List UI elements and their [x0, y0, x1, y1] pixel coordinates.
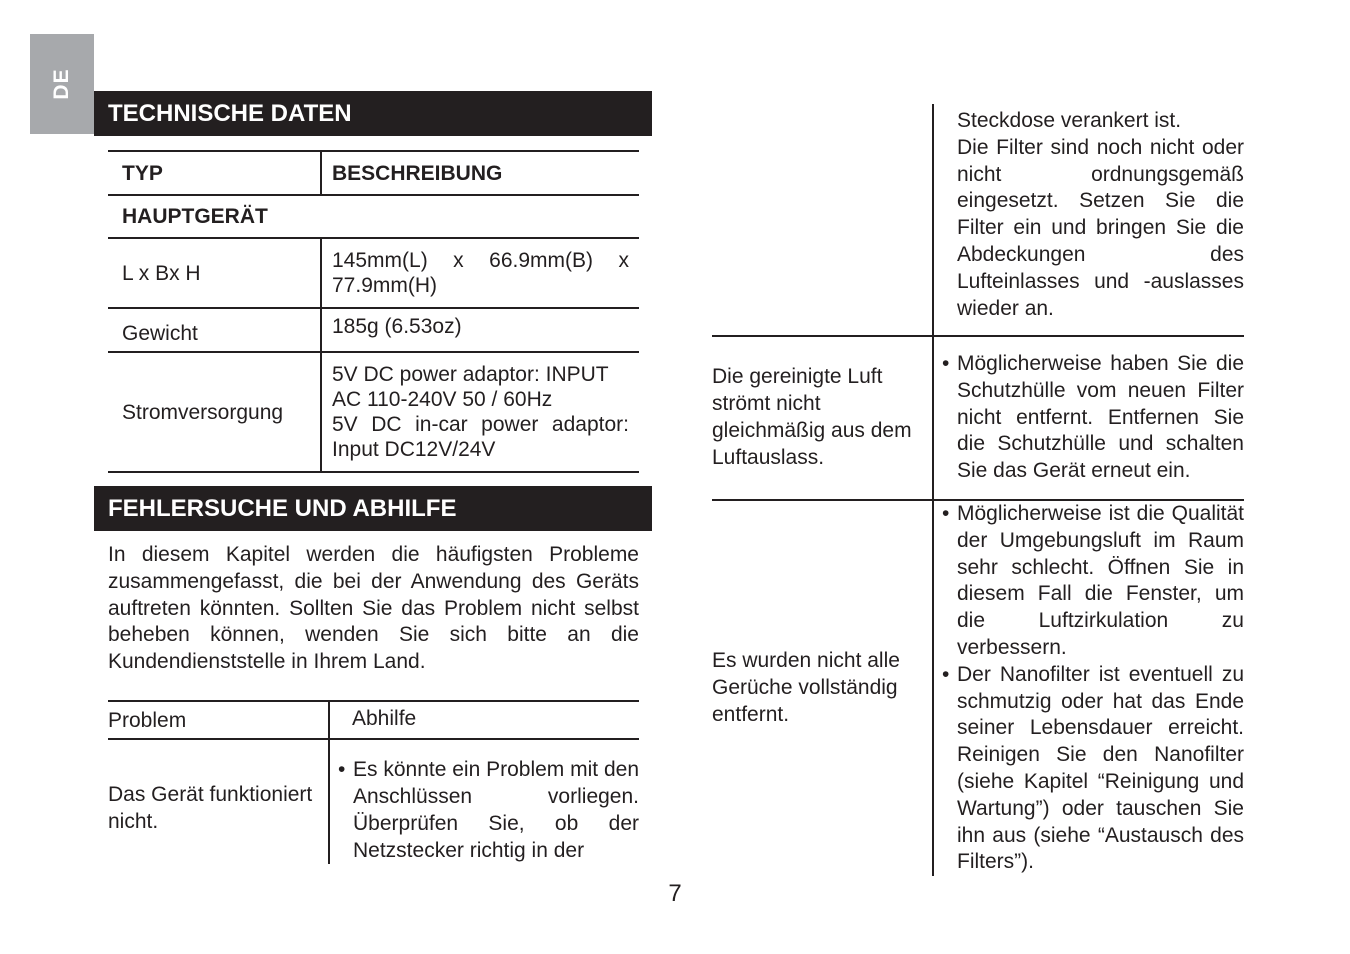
- group-label: HAUPTGERÄT: [122, 205, 268, 228]
- ts-header-row: [108, 701, 639, 739]
- col-desc-header: BESCHREIBUNG: [321, 151, 639, 195]
- spec-value-line: 5V DC in-car power adaptor:: [332, 413, 629, 436]
- spec-header-row: [108, 151, 639, 195]
- bullet-mark: •: [338, 758, 346, 781]
- troubleshooting-table-continued: [712, 104, 1244, 876]
- solution-bullet: [942, 662, 1244, 876]
- spec-label: Stromversorgung: [122, 400, 284, 424]
- troubleshooting-heading: FEHLERSUCHE UND ABHILFE: [94, 486, 652, 531]
- language-tab: [30, 34, 94, 134]
- ts-row: [712, 500, 1244, 876]
- page-number: 7: [668, 880, 682, 907]
- col-solution-header: Abhilfe: [329, 701, 639, 739]
- bullet-mark: •: [942, 352, 950, 375]
- spec-value-line: Input DC12V/24V: [332, 438, 496, 461]
- solution-text: Steckdose verankert ist.: [957, 109, 1182, 132]
- spec-label: Gewicht: [122, 322, 198, 345]
- spec-label: L x Bx H: [122, 261, 201, 285]
- bullet-mark: •: [942, 502, 950, 525]
- spec-value-line: 5V DC power adaptor: INPUT: [332, 363, 609, 386]
- solution-bullet: [338, 756, 639, 864]
- spec-value: 185g (6.53oz): [321, 308, 639, 352]
- solution-text: Möglicherweise ist die Qualität der Umgebungsluft im Raum sehr schlecht. Öffnen Sie in diesem Fall die Fenster, um die Luftzirkulation zu verbessern.: [957, 502, 1244, 659]
- solution-cell: [933, 336, 1244, 500]
- troubleshooting-intro: In diesem Kapitel werden die häufigsten Probleme zusammengefasst, die bei der Anwendung des Geräts auftreten könnten. Sollten Sie das Problem nicht selbst beheben können, wenden Sie sich bitte an die Kundendienststelle in Ihrem Land.: [108, 543, 639, 674]
- tech-data-heading: TECHNISCHE DATEN: [94, 91, 652, 136]
- solution-cell: [933, 104, 1244, 336]
- spec-value-line: AC 110-240V 50 / 60Hz: [332, 388, 553, 411]
- spec-row: [108, 308, 639, 352]
- solution-bullet: [942, 501, 1244, 662]
- spec-row: [108, 238, 639, 308]
- problem-cell: Die gereinigte Luft strömt nicht gleichmäßig aus dem Luftauslass.: [712, 365, 912, 469]
- spec-table: [108, 150, 639, 473]
- solution-text: Der Nanofilter ist eventuell zu schmutzig oder hat das Ende seiner Lebensdauer erreicht. Reinigen Sie den Nanofilter (siehe Kapitel “Reinigung und Wartung”) oder tauschen Sie ihn aus (siehe “Austausch des Filters”).: [957, 662, 1244, 874]
- solution-text: Die Filter sind noch nicht oder nicht ordnungsgemäß eingesetzt. Setzen Sie die Filter ein und bringen Sie die Abdeckungen des Lufteinlasses und -auslasses wieder an.: [957, 135, 1244, 320]
- solution-text: Möglicherweise haben Sie die Schutzhülle vom neuen Filter nicht entfernt. Entfernen Sie die Schutzhülle und schalten Sie das Gerät erneut ein.: [957, 352, 1244, 483]
- spec-row: [108, 352, 639, 472]
- solution-cell: [329, 739, 639, 864]
- troubleshooting-table: [108, 700, 639, 864]
- problem-cell: Das Gerät funktioniert nicht.: [108, 783, 313, 833]
- spec-value: 145mm(L) x 66.9mm(B) x 77.9mm(H): [321, 238, 639, 308]
- ts-row: [712, 336, 1244, 500]
- problem-cell-empty: [712, 104, 933, 336]
- spec-value: [321, 352, 639, 472]
- solution-bullet: [942, 351, 1244, 485]
- ts-row: [712, 104, 1244, 336]
- solution-cell: [933, 500, 1244, 876]
- ts-row: [108, 739, 639, 864]
- spec-group-row: [108, 195, 639, 238]
- bullet-mark: •: [942, 662, 950, 686]
- language-tab-label: DE: [50, 68, 73, 100]
- problem-cell: Es wurden nicht alle Gerüche vollständig entfernt.: [712, 649, 900, 726]
- col-type-header: TYP: [122, 161, 163, 185]
- solution-text: Es könnte ein Problem mit den Anschlüssen vorliegen. Überprüfen Sie, ob der Netzstecker richtig in der: [353, 758, 639, 862]
- col-problem-header: Problem: [108, 708, 187, 732]
